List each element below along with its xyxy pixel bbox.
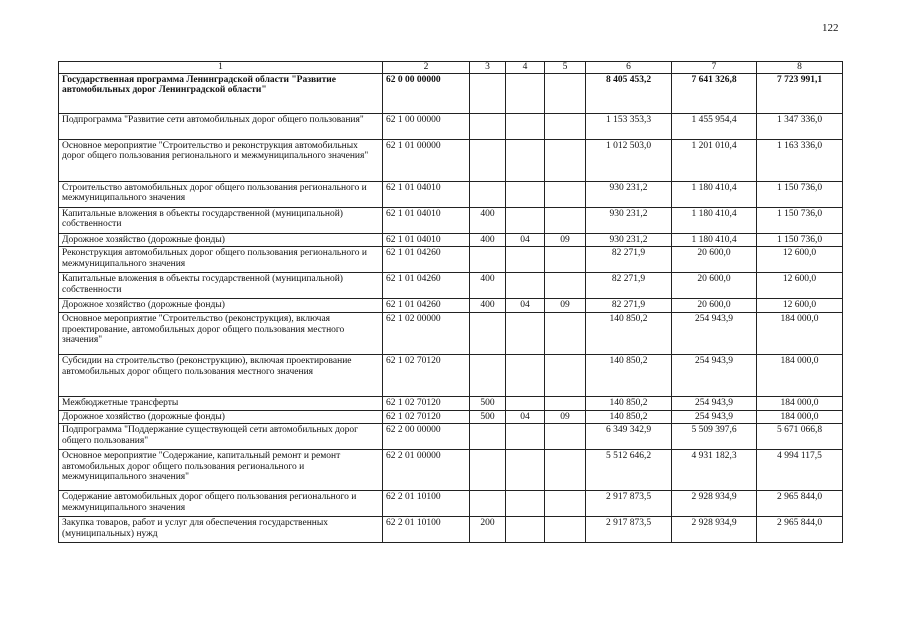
cell-subsection [545,207,586,233]
table-row [59,312,843,354]
cell-expense-type [470,354,506,396]
column-header-6: 6 [586,62,672,74]
budget-table [58,61,843,543]
cell-section [506,207,545,233]
cell-amount-year2: 1 455 954,4 [672,113,757,139]
table-row [59,273,843,299]
cell-section [506,273,545,299]
cell-target-code: 62 2 01 10100 [383,491,470,517]
cell-amount-year3: 1 163 336,0 [757,139,843,181]
cell-amount-year2: 7 641 326,8 [672,73,757,113]
cell-amount-year2: 254 943,9 [672,354,757,396]
table-row [59,410,843,424]
header-row [59,62,843,74]
cell-expense-type [470,247,506,273]
cell-description: Основное мероприятие "Строительство (реконструкция), включая проектирование, автомобильных дорог общего пользования местного значения" [59,312,383,354]
cell-amount-year1: 2 917 873,5 [586,517,672,543]
cell-amount-year2: 1 180 410,4 [672,207,757,233]
cell-section [506,113,545,139]
cell-amount-year2: 2 928 934,9 [672,491,757,517]
cell-description: Строительство автомобильных дорог общего пользования регионального и межмуниципального значения [59,181,383,207]
table-row [59,299,843,313]
cell-amount-year1: 5 512 646,2 [586,450,672,491]
cell-amount-year3: 2 965 844,0 [757,491,843,517]
cell-target-code: 62 1 01 04010 [383,181,470,207]
cell-section [506,73,545,113]
cell-amount-year3: 5 671 066,8 [757,424,843,450]
cell-expense-type [470,113,506,139]
cell-amount-year1: 1 012 503,0 [586,139,672,181]
cell-amount-year3: 12 600,0 [757,273,843,299]
cell-amount-year3: 184 000,0 [757,410,843,424]
cell-description: Государственная программа Ленинградской области "Развитие автомобильных дорог Ленинградской области" [59,73,383,113]
cell-amount-year3: 12 600,0 [757,247,843,273]
cell-amount-year3: 4 994 117,5 [757,450,843,491]
table-row [59,491,843,517]
cell-section [506,491,545,517]
cell-target-code: 62 1 02 70120 [383,410,470,424]
cell-amount-year1: 6 349 342,9 [586,424,672,450]
cell-subsection [545,113,586,139]
cell-amount-year2: 1 180 410,4 [672,233,757,247]
table-row [59,450,843,491]
cell-description: Капитальные вложения в объекты государственной (муниципальной) собственности [59,207,383,233]
cell-section [506,139,545,181]
cell-subsection [545,396,586,410]
cell-expense-type [470,450,506,491]
cell-section [506,354,545,396]
cell-target-code: 62 1 01 04260 [383,247,470,273]
cell-amount-year3: 1 150 736,0 [757,181,843,207]
table-row [59,207,843,233]
cell-section: 04 [506,410,545,424]
cell-description: Содержание автомобильных дорог общего пользования регионального и межмуниципального значения [59,491,383,517]
cell-subsection: 09 [545,299,586,313]
cell-target-code: 62 1 01 04260 [383,299,470,313]
cell-amount-year2: 1 201 010,4 [672,139,757,181]
cell-description: Дорожное хозяйство (дорожные фонды) [59,410,383,424]
cell-amount-year3: 7 723 991,1 [757,73,843,113]
cell-target-code: 62 1 01 04010 [383,207,470,233]
cell-amount-year1: 930 231,2 [586,181,672,207]
cell-amount-year1: 2 917 873,5 [586,491,672,517]
cell-section [506,181,545,207]
table-row [59,233,843,247]
cell-expense-type: 400 [470,273,506,299]
cell-expense-type: 400 [470,299,506,313]
cell-target-code: 62 1 01 00000 [383,139,470,181]
cell-section [506,247,545,273]
cell-description: Подпрограмма "Развитие сети автомобильных дорог общего пользования" [59,113,383,139]
cell-subsection [545,181,586,207]
cell-expense-type [470,139,506,181]
cell-section [506,396,545,410]
cell-subsection: 09 [545,233,586,247]
cell-subsection [545,424,586,450]
cell-expense-type [470,491,506,517]
cell-amount-year1: 8 405 453,2 [586,73,672,113]
cell-description: Основное мероприятие "Содержание, капитальный ремонт и ремонт автомобильных дорог общего пользования регионального и межмуниципального значения" [59,450,383,491]
column-header-1: 1 [59,62,383,74]
cell-amount-year2: 20 600,0 [672,299,757,313]
cell-amount-year1: 140 850,2 [586,312,672,354]
cell-subsection [545,354,586,396]
cell-subsection [545,517,586,543]
cell-expense-type: 400 [470,207,506,233]
table-row [59,517,843,543]
cell-section [506,450,545,491]
cell-description: Подпрограмма "Поддержание существующей сети автомобильных дорог общего пользования" [59,424,383,450]
cell-target-code: 62 0 00 00000 [383,73,470,113]
column-header-7: 7 [672,62,757,74]
cell-expense-type [470,73,506,113]
cell-amount-year2: 5 509 397,6 [672,424,757,450]
cell-amount-year2: 2 928 934,9 [672,517,757,543]
cell-target-code: 62 1 01 04260 [383,273,470,299]
cell-amount-year1: 140 850,2 [586,410,672,424]
cell-amount-year3: 184 000,0 [757,354,843,396]
cell-expense-type: 500 [470,410,506,424]
cell-amount-year3: 1 150 736,0 [757,233,843,247]
cell-amount-year2: 254 943,9 [672,312,757,354]
cell-description: Дорожное хозяйство (дорожные фонды) [59,299,383,313]
table-row [59,424,843,450]
cell-amount-year3: 184 000,0 [757,312,843,354]
column-header-2: 2 [383,62,470,74]
cell-amount-year2: 1 180 410,4 [672,181,757,207]
cell-description: Реконструкция автомобильных дорог общего пользования регионального и межмуниципального значения [59,247,383,273]
cell-target-code: 62 1 02 70120 [383,396,470,410]
cell-description: Дорожное хозяйство (дорожные фонды) [59,233,383,247]
cell-section [506,312,545,354]
cell-amount-year3: 1 150 736,0 [757,207,843,233]
cell-subsection [545,491,586,517]
table-row [59,181,843,207]
cell-section: 04 [506,233,545,247]
cell-amount-year1: 930 231,2 [586,207,672,233]
cell-amount-year1: 140 850,2 [586,396,672,410]
cell-target-code: 62 2 00 00000 [383,424,470,450]
cell-section: 04 [506,299,545,313]
cell-expense-type [470,181,506,207]
table-row [59,113,843,139]
column-header-5: 5 [545,62,586,74]
cell-amount-year1: 140 850,2 [586,354,672,396]
cell-amount-year1: 1 153 353,3 [586,113,672,139]
cell-description: Основное мероприятие "Строительство и реконструкция автомобильных дорог общего пользования регионального и межмуниципального значения" [59,139,383,181]
cell-target-code: 62 1 01 04010 [383,233,470,247]
cell-amount-year2: 254 943,9 [672,396,757,410]
cell-amount-year3: 12 600,0 [757,299,843,313]
cell-expense-type: 400 [470,233,506,247]
cell-description: Межбюджетные трансферты [59,396,383,410]
table-row [59,139,843,181]
cell-target-code: 62 2 01 00000 [383,450,470,491]
cell-subsection [545,247,586,273]
column-header-3: 3 [470,62,506,74]
cell-expense-type: 500 [470,396,506,410]
cell-subsection [545,273,586,299]
cell-amount-year2: 254 943,9 [672,410,757,424]
cell-section [506,424,545,450]
cell-amount-year3: 1 347 336,0 [757,113,843,139]
cell-subsection [545,139,586,181]
cell-description: Субсидии на строительство (реконструкцию), включая проектирование автомобильных дорог общего пользования местного значения [59,354,383,396]
table-row [59,396,843,410]
cell-amount-year1: 930 231,2 [586,233,672,247]
cell-target-code: 62 2 01 10100 [383,517,470,543]
column-header-4: 4 [506,62,545,74]
table-row [59,247,843,273]
cell-target-code: 62 1 02 00000 [383,312,470,354]
table-row [59,354,843,396]
cell-subsection [545,73,586,113]
cell-expense-type [470,312,506,354]
cell-amount-year1: 82 271,9 [586,273,672,299]
cell-amount-year2: 20 600,0 [672,273,757,299]
cell-section [506,517,545,543]
column-header-8: 8 [757,62,843,74]
page-number: 122 [822,22,839,34]
cell-amount-year1: 82 271,9 [586,247,672,273]
cell-subsection: 09 [545,410,586,424]
cell-target-code: 62 1 00 00000 [383,113,470,139]
cell-amount-year2: 20 600,0 [672,247,757,273]
cell-expense-type: 200 [470,517,506,543]
cell-expense-type [470,424,506,450]
cell-subsection [545,312,586,354]
cell-subsection [545,450,586,491]
cell-target-code: 62 1 02 70120 [383,354,470,396]
table-row [59,73,843,113]
cell-description: Закупка товаров, работ и услуг для обеспечения государственных (муниципальных) нужд [59,517,383,543]
cell-amount-year3: 2 965 844,0 [757,517,843,543]
cell-amount-year3: 184 000,0 [757,396,843,410]
cell-description: Капитальные вложения в объекты государственной (муниципальной) собственности [59,273,383,299]
cell-amount-year1: 82 271,9 [586,299,672,313]
cell-amount-year2: 4 931 182,3 [672,450,757,491]
